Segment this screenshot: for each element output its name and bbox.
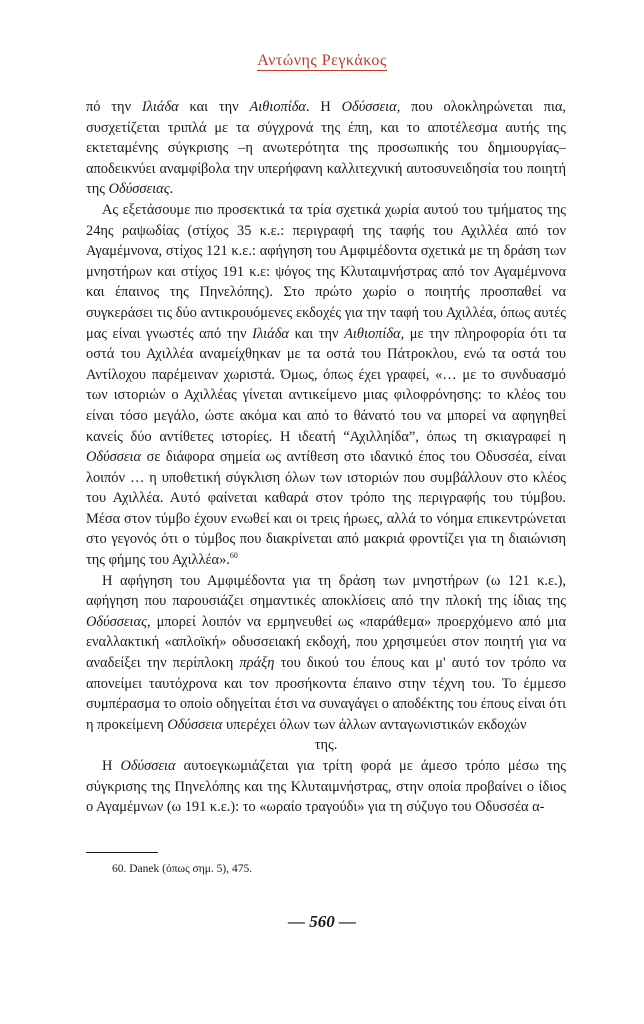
paragraph	[86, 97, 566, 200]
italic-title: Ιλιάδα	[141, 99, 179, 115]
running-head	[0, 52, 644, 70]
text-run: και την	[288, 325, 345, 342]
italic-title: Αιθιοπίδα	[344, 325, 401, 342]
body-text	[86, 97, 566, 818]
italic-title: Οδύσσεια	[167, 716, 223, 733]
italic-title: Οδύσσεια	[341, 99, 397, 115]
italic-title: Οδύσσεια	[120, 758, 176, 774]
page-number: — 560 —	[288, 912, 356, 931]
footnote-marker: 60	[229, 551, 238, 561]
text-run: του δικού του έπους και μ' αυτό τον τρόπο να απονείμει ταυτόχρονα και τον προσήκοντα έπαινο στην τέχνη του. Το έμμεσο συμπέρασμα το οποίο οδηγείται έτσι να συναγάγει ο αποδέκτης του έπους είναι ότι η προκείμενη	[86, 655, 567, 733]
paragraph	[86, 200, 566, 571]
italic-title: Αιθιοπίδα	[249, 99, 306, 115]
text-run: της.	[314, 737, 338, 754]
author-name: Αντώνης Ρεγκάκος	[257, 52, 387, 69]
text-run: υπερέχει όλων των άλλων ανταγωνιστικών εκδοχών	[222, 716, 527, 733]
text-run: .	[169, 181, 174, 198]
text-run: Η	[102, 758, 121, 774]
text-run: αυτοεγκωμιάζεται για τρίτη φορά με άμεσο τρόπο μέσω της σύγκρισης της Πηνελόπης και της Κλυταιμνήστρας, στην οποία προβαίνει ο ίδιος ο Αγαμέμνων (ω 191 κ.ε.): το «ωραίο τραγούδι» για τη σύζυγο του Οδυσσέα α-	[86, 758, 566, 816]
text-run: και την	[178, 99, 250, 115]
italic-title: Οδύσσειας	[108, 181, 170, 198]
footnote-rule	[86, 852, 158, 853]
footnote: 60. Danek (όπως σημ. 5), 475.	[112, 863, 253, 875]
italic-title: Οδύσσειας	[86, 613, 147, 630]
paragraph	[86, 735, 566, 756]
text-run: , που ολοκληρώνεται πια, συσχετίζεται τριπλά με τα σύγχρονά της έπη, και το αποτέλεσμα αυτής της εκτεταμένης σύγκρισης –η ανωτερότητα της προσωπικής του δημιουργίας– αποδεικνύει αναμφίβολα την υπερήφανη καλλιτεχνική αυτοσυνειδησία του ποιητή της	[86, 99, 566, 198]
italic-title: Ιλιάδα	[252, 325, 289, 342]
text-run: . Η	[306, 99, 342, 115]
text-run: Η αφήγηση του Αμφιμέδοντα για τη δράση των μνηστήρων (ω 121 κ.ε.), αφήγηση που παρουσιάζει σημαντικές αποκλίσεις από την πλοκή της ίδιας της	[86, 572, 566, 610]
text-run: πό την	[86, 99, 142, 115]
text-run: σε διάφορα σημεία ως αντίθεση στο ιδανικό έπος του Οδυσσέα, είναι λοιπόν … η υποθετική σύγκλιση όλων των ιστοριών που συμβάλλουν στο κλέος του Αχιλλέα. Αυτό φαίνεται καθαρά στον τρόπο της περιγραφής του τύμβου. Μέσα στον τύμβο έχουν ενωθεί και οι τρεις ήρωες, αλλά το νόημα επικεντρώνεται στο γεγονός ότι ο τύμβος που διακρίνεται από μακριά φροντίζει για τη διαιώνιση της φήμης του Αχιλλέα».	[86, 449, 566, 569]
text-run: , με την πληροφορία ότι τα οστά του Αχιλλέα αναμείχθηκαν με τα οστά του Πάτροκλου, ενώ τα οστά του Αντίλοχου παρέμειναν χωριστά. Όμως, όπως έχει γραφεί, «… με το συνδυασμό των ιστοριών ο Αχιλλέας γίνεται αντικείμενο μιας φιλοφρόνησης: το κλέος του είναι τόσο μεγάλο, ώστε ακόμα και από το θάνατό του να μπορεί να αφηγηθεί κανείς δύο αντίθετες ιστορίες. Η ιδεατή “Αχιλληίδα”, όπως τη σκιαγραφεί η	[86, 325, 566, 445]
text-run: Ας εξετάσουμε πιο προσεκτικά τα τρία σχετικά χωρία αυτού του τμήματος της 24ης ραψωδίας (στίχος 35 κ.ε.: περιγραφή της ταφής του Αχιλλέα από τον Αγαμέμνονα, στίχος 121 κ.ε.: αφήγηση του Αμφιμέδοντα σχετικά με τη δράση των μνηστήρων και στίχος 191 κ.ε: ψόγος της Κλυταιμνήστρας από τον Αγαμέμνονα και έπαινος της Πηνελόπης). Στο πρώτο χωρίο ο ποιητής προσπαθεί να συγκεράσει τις δύο αντικρουόμενες εκδοχές για την ταφή του Αχιλλέα, όπως αυτές μας είναι γνωστές από την	[86, 201, 566, 342]
paragraph	[86, 571, 566, 736]
text-run: , μπορεί λοιπόν να ερμηνευθεί ως «παράθεμα» προερχόμενο από μια εναλλακτική «απλοϊκή» οδυσσειακή εκδοχή, που χρησιμεύει στον ποιητή για να αναδείξει την περίπλοκη	[86, 613, 566, 672]
paragraph	[86, 756, 566, 818]
italic-title: πράξη	[239, 655, 275, 672]
italic-title: Οδύσσεια	[86, 449, 142, 466]
